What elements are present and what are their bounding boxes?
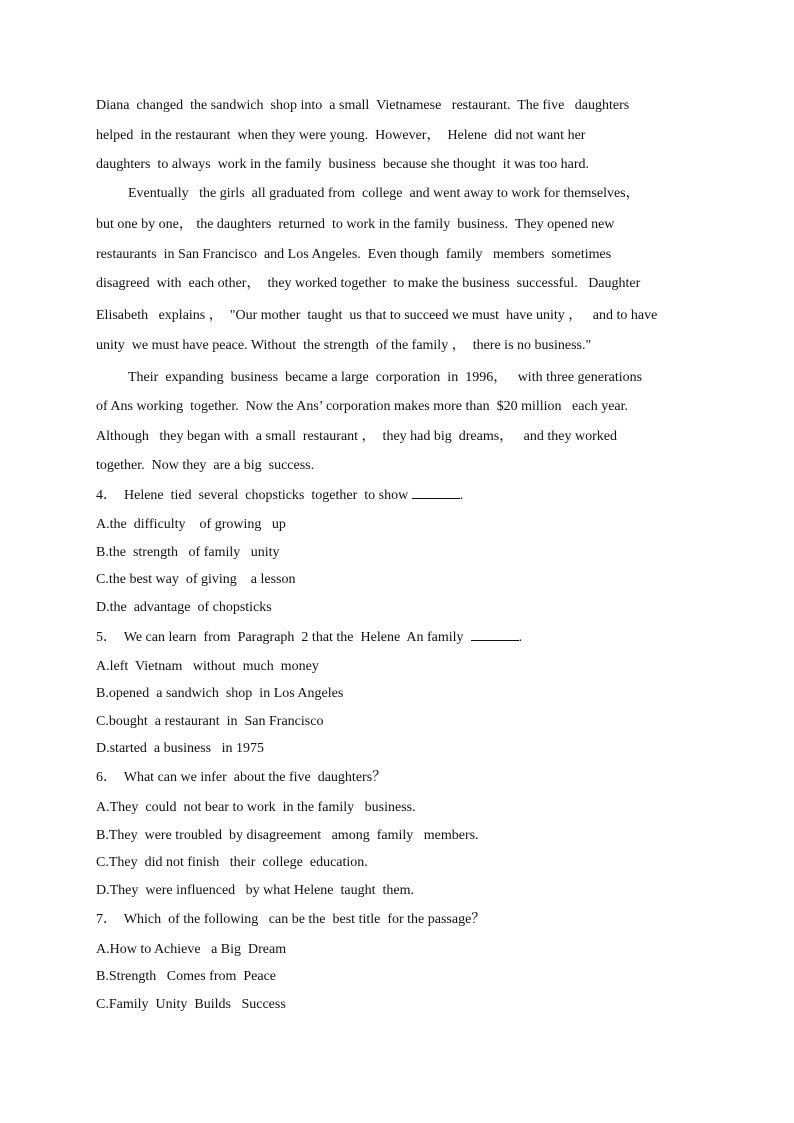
option-a: A.They could not bear to work in the family business. [96, 800, 416, 815]
question-end: . [459, 488, 464, 503]
question-text: 5． We can learn from Paragraph 2 that the Helene An family [96, 630, 468, 645]
option-a: A.left Vietnam without much money [96, 659, 319, 674]
option-b: B.opened a sandwich shop in Los Angeles [96, 686, 344, 701]
question-5-stem [96, 628, 522, 647]
question-end: . [518, 630, 523, 645]
option-a: A.How to Achieve a Big Dream [96, 942, 287, 957]
option-c: C.the best way of giving a lesson [96, 572, 296, 587]
answer-blank [412, 486, 460, 499]
question-6-stem: 6． What can we infer about the five daughters？ [96, 770, 387, 785]
option-c: C.Family Unity Builds Success [96, 997, 286, 1012]
passage-line: but one by one， the daughters returned to work in the family business. They opened new [96, 217, 615, 232]
question-text: 4． Helene tied several chopsticks together to show [96, 488, 409, 503]
option-c: C.bought a restaurant in San Francisco [96, 714, 324, 729]
question-4-stem [96, 486, 463, 505]
answer-blank [471, 628, 519, 641]
passage-line: restaurants in San Francisco and Los Angeles. Even though family members sometimes [96, 247, 612, 262]
option-d: D.They were influenced by what Helene taught them. [96, 883, 415, 898]
option-b: B.They were troubled by disagreement among family members. [96, 828, 479, 843]
passage-line: unity we must have peace. Without the strength of the family ， there is no business." [96, 338, 592, 353]
passage-line: helped in the restaurant when they were young. However， Helene did not want her [96, 128, 586, 143]
passage-line: Their expanding business became a large corporation in 1996， with three generations [128, 370, 643, 385]
passage-line: Elisabeth explains ， "Our mother taught us that to succeed we must have unity ， and to have [96, 308, 658, 323]
option-a: A.the difficulty of growing up [96, 517, 286, 532]
passage-line: daughters to always work in the family business because she thought it was too hard. [96, 157, 590, 172]
option-b: B.the strength of family unity [96, 545, 280, 560]
option-d: D.started a business in 1975 [96, 741, 264, 756]
question-7-stem: 7． Which of the following can be the best title for the passage？ [96, 912, 486, 927]
option-d: D.the advantage of chopsticks [96, 600, 272, 615]
option-c: C.They did not finish their college education. [96, 855, 368, 870]
option-b: B.Strength Comes from Peace [96, 969, 277, 984]
passage-line: together. Now they are a big success. [96, 458, 315, 473]
passage-line: disagreed with each other， they worked together to make the business successful. Daughter [96, 276, 641, 291]
passage-line: Eventually the girls all graduated from college and went away to work for themselves， [128, 186, 640, 201]
passage-line: Diana changed the sandwich shop into a small Vietnamese restaurant. The five daughters [96, 98, 630, 113]
passage-line: of Ans working together. Now the Ans’ corporation makes more than $20 million each year. [96, 399, 629, 414]
passage-line: Although they began with a small restaurant ， they had big dreams， and they worked [96, 429, 617, 444]
